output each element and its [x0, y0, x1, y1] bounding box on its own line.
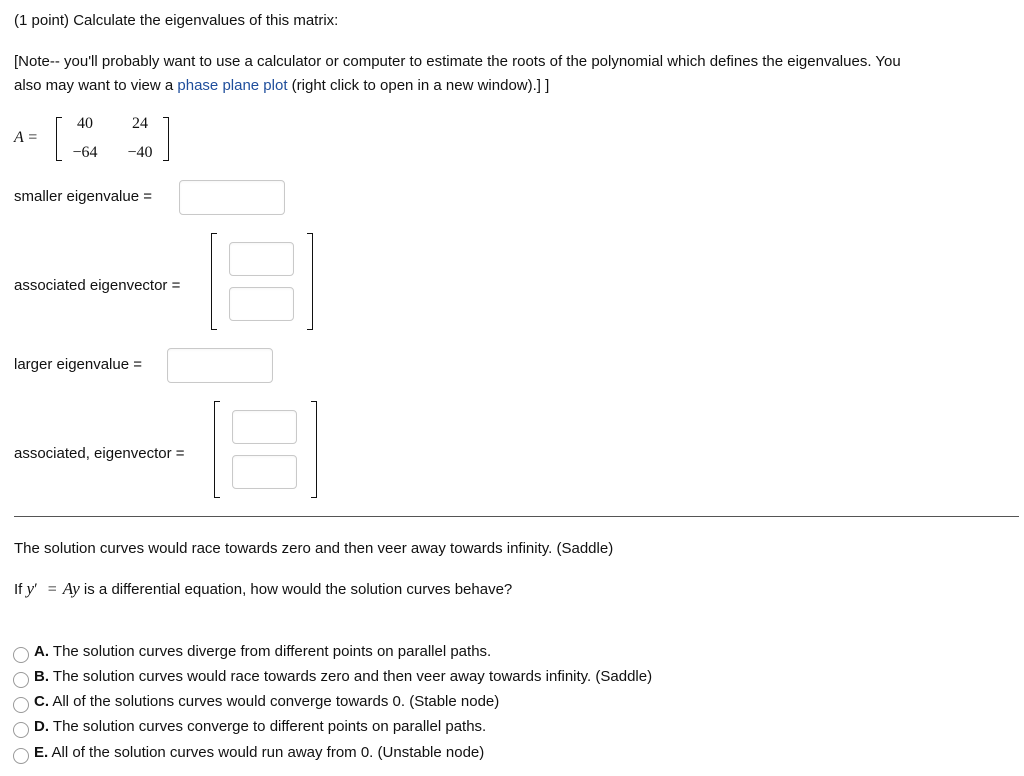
option-b-letter: B. — [34, 668, 49, 685]
option-e[interactable] — [34, 744, 484, 761]
saddle-statement: The solution curves would race towards zero and then veer away towards infinity. (Saddle) — [14, 540, 614, 557]
matrix-cell-2-2: −40 — [127, 144, 153, 161]
eigenvector-2-bottom-input[interactable] — [232, 455, 297, 489]
question-text — [14, 579, 512, 599]
eigenvector-1-top-input[interactable] — [229, 242, 294, 276]
option-d-radio[interactable] — [13, 722, 29, 738]
option-b[interactable] — [34, 668, 652, 685]
question-suffix: is a differential equation, how would the solution curves behave? — [79, 581, 513, 598]
smaller-eigenvalue-label: smaller eigenvalue = — [14, 188, 152, 205]
option-d[interactable] — [34, 718, 486, 735]
option-c[interactable] — [34, 693, 499, 710]
question-y: y — [26, 579, 35, 598]
matrix-equals: = — [28, 129, 38, 146]
matrix-cell-1-2: 24 — [132, 115, 148, 132]
smaller-eigenvalue-input[interactable] — [179, 180, 285, 215]
eigenvector-2-top-input[interactable] — [232, 410, 297, 444]
note-line-2 — [14, 77, 549, 94]
option-c-letter: C. — [34, 693, 49, 710]
problem-header: (1 point) Calculate the eigenvalues of this matrix: — [14, 12, 339, 29]
eigenvector-1-label: associated eigenvector = — [14, 277, 181, 294]
question-prefix: If — [14, 581, 27, 598]
matrix-cell-2-1: −64 — [72, 144, 98, 161]
note-line-1: [Note-- you'll probably want to use a calculator or computer to estimate the roots of the polynomial which defines the eigenvalues. You — [14, 53, 901, 70]
eigenvector-1-left-bracket — [211, 233, 217, 330]
option-d-text: The solution curves converge to different points on parallel paths. — [52, 718, 487, 735]
matrix-cell-1-1: 40 — [77, 115, 93, 132]
matrix-label — [14, 129, 37, 147]
section-divider — [14, 516, 1019, 517]
option-e-letter: E. — [34, 744, 49, 761]
phase-plane-link[interactable]: phase plane plot — [177, 77, 288, 94]
eigenvector-2-label: associated, eigenvector = — [14, 445, 185, 462]
option-d-letter: D. — [34, 718, 49, 735]
option-a-text: The solution curves diverge from different points on parallel paths. — [52, 643, 492, 660]
option-e-radio[interactable] — [13, 748, 29, 764]
larger-eigenvalue-input[interactable] — [167, 348, 273, 383]
eigenvector-2-left-bracket — [214, 401, 220, 498]
matrix-right-bracket — [163, 117, 169, 161]
eigenvector-1-bottom-input[interactable] — [229, 287, 294, 321]
option-b-radio[interactable] — [13, 672, 29, 688]
note-prefix: also may want to view a — [14, 77, 178, 94]
question-equals: = — [47, 581, 57, 598]
option-a[interactable] — [34, 643, 491, 660]
larger-eigenvalue-label: larger eigenvalue = — [14, 356, 143, 373]
note-suffix: (right click to open in a new window).] ] — [287, 77, 550, 94]
eigenvector-2-right-bracket — [311, 401, 317, 498]
option-b-text: The solution curves would race towards zero and then veer away towards infinity. (Saddle) — [52, 668, 653, 685]
eigenvector-1-right-bracket — [307, 233, 313, 330]
option-c-radio[interactable] — [13, 697, 29, 713]
option-c-text: All of the solutions curves would converge towards 0. (Stable node) — [52, 693, 500, 710]
question-ay: Ay — [62, 579, 80, 598]
matrix-name: A — [14, 129, 24, 146]
option-a-radio[interactable] — [13, 647, 29, 663]
option-e-text: All of the solution curves would run away from 0. (Unstable node) — [51, 744, 485, 761]
option-a-letter: A. — [34, 643, 49, 660]
question-prime: ′ — [34, 581, 38, 598]
